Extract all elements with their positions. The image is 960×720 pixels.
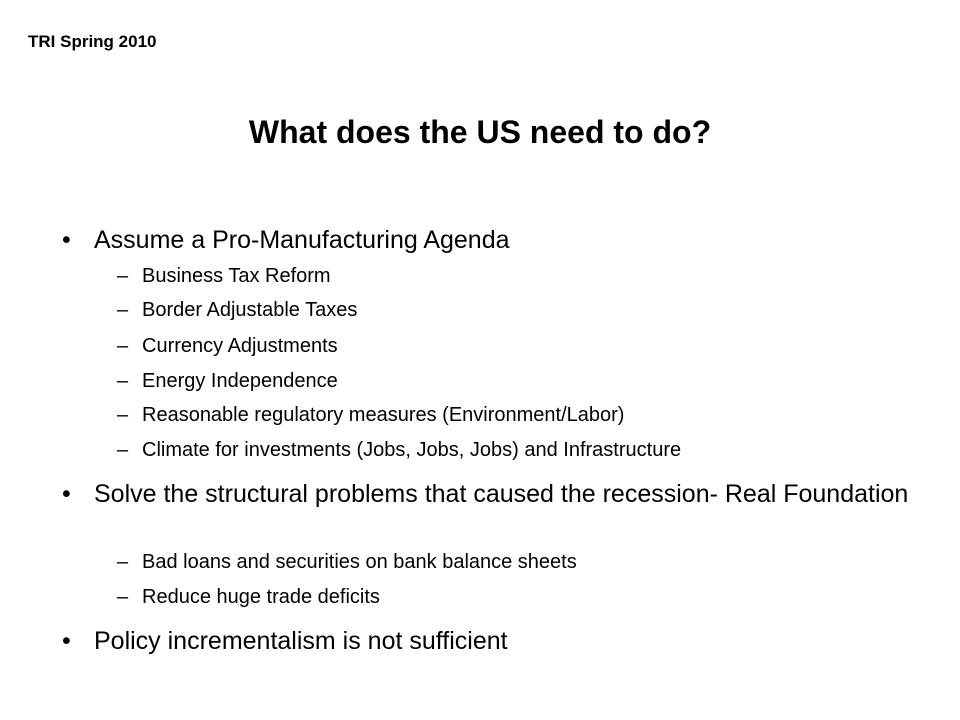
- sub-bullet-item: [117, 585, 380, 609]
- sub-bullet-text: Climate for investments (Jobs, Jobs, Jobs) and Infrastructure: [142, 439, 682, 461]
- bullet-text: Solve the structural problems that caused the recession- Real Foundation: [94, 480, 909, 508]
- sub-bullet-dash: –: [117, 335, 129, 357]
- sub-bullet-item: [117, 298, 357, 322]
- bullet-dot: •: [62, 627, 71, 655]
- sub-bullet-text: Business Tax Reform: [142, 265, 331, 287]
- sub-bullet-dash: –: [117, 370, 129, 392]
- sub-bullet-item: [117, 334, 338, 358]
- bullet-item: [62, 627, 922, 656]
- header-label: TRI Spring 2010: [28, 32, 157, 51]
- sub-bullet-dash: –: [117, 586, 129, 608]
- sub-bullet-item: [117, 264, 331, 288]
- sub-bullet-dash: –: [117, 265, 129, 287]
- sub-bullet-dash: –: [117, 299, 129, 321]
- sub-bullet-item: [117, 438, 681, 462]
- bullet-text: Policy incrementalism is not sufficient: [94, 627, 508, 655]
- sub-bullet-item: [117, 550, 577, 574]
- sub-bullet-text: Reduce huge trade deficits: [142, 586, 380, 608]
- bullet-dot: •: [62, 226, 71, 254]
- sub-bullet-text: Bad loans and securities on bank balance sheets: [142, 551, 577, 573]
- slide-title: What does the US need to do?: [248, 114, 712, 150]
- sub-bullet-text: Energy Independence: [142, 370, 338, 392]
- sub-bullet-dash: –: [117, 439, 129, 461]
- sub-bullet-text: Border Adjustable Taxes: [142, 299, 358, 321]
- sub-bullet-text: Reasonable regulatory measures (Environment/Labor): [142, 404, 625, 426]
- sub-bullet-item: [117, 403, 624, 427]
- sub-bullet-dash: –: [117, 404, 129, 426]
- sub-bullet-item: [117, 369, 338, 393]
- bullet-text: Assume a Pro-Manufacturing Agenda: [94, 226, 510, 254]
- bullet-item: [62, 226, 922, 255]
- bullet-item: [62, 480, 922, 509]
- bullet-dot: •: [62, 480, 71, 508]
- sub-bullet-dash: –: [117, 551, 129, 573]
- sub-bullet-text: Currency Adjustments: [142, 335, 338, 357]
